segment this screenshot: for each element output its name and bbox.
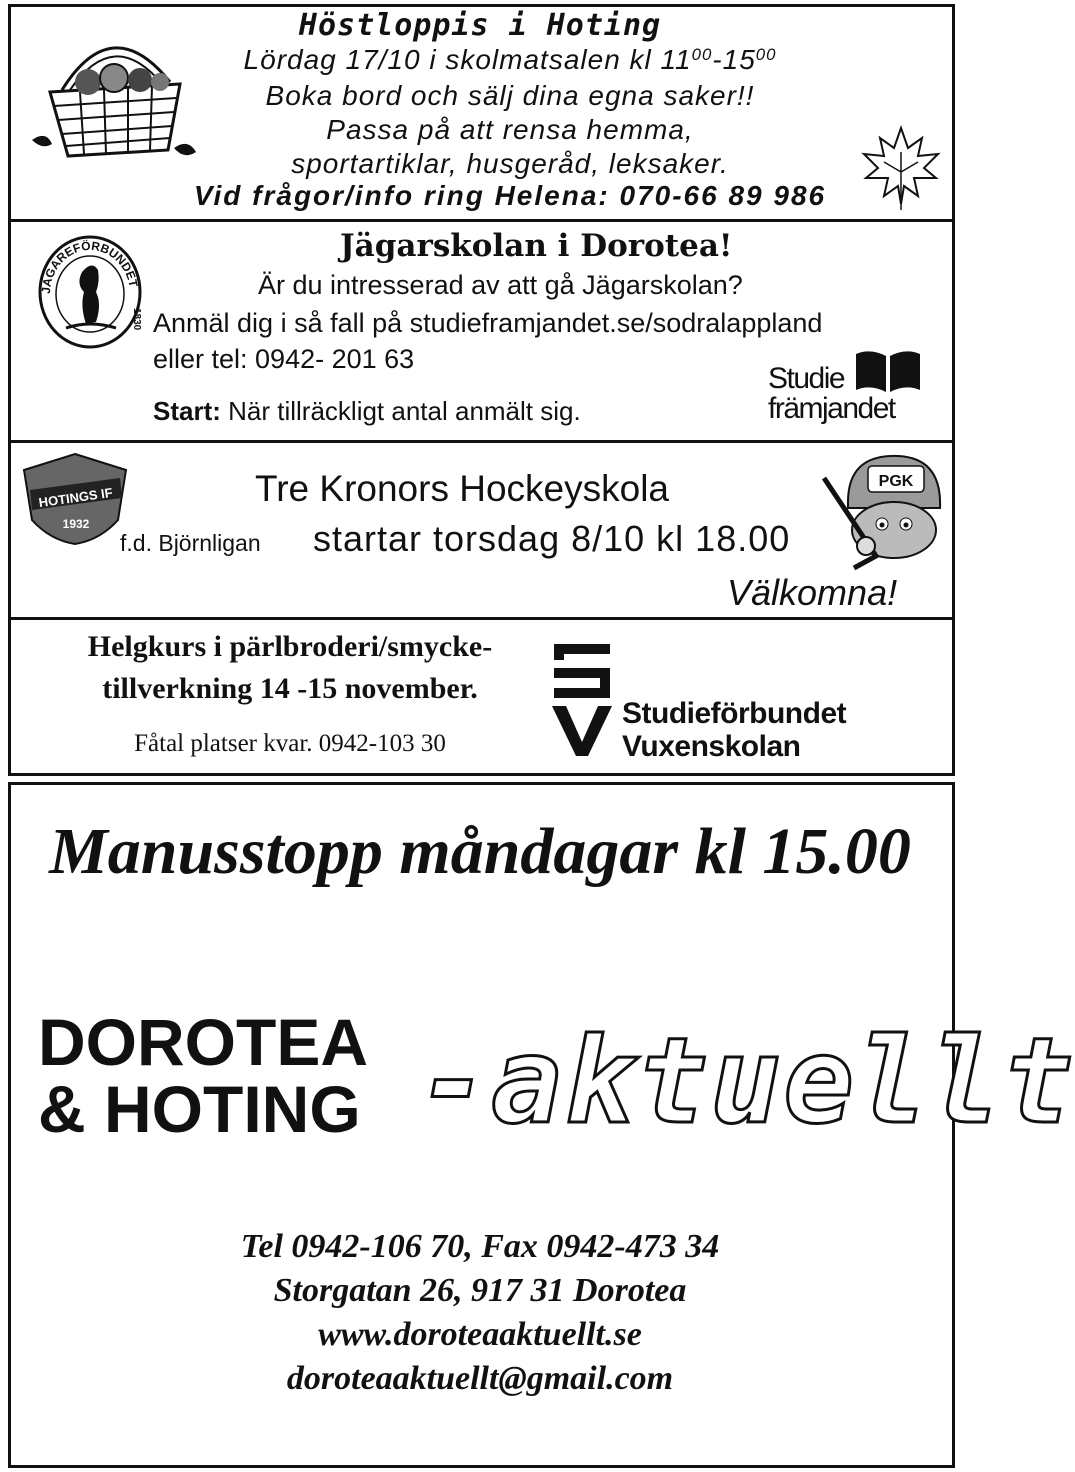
svg-text:HOTINGS IF: HOTINGS IF	[37, 484, 114, 511]
jagarskolan-start: Start: När tillräckligt antal anmält sig.	[153, 396, 581, 426]
divider-2	[8, 440, 955, 443]
loppis-info-line: Vid frågor/info ring Helena: 070-66 89 986	[193, 180, 827, 211]
jagarskolan-question: Är du intresserad av att gå Jägarskolan?	[258, 270, 743, 300]
hockey-title: Tre Kronors Hockeyskola	[255, 468, 669, 509]
loppis-title: Höstloppis i Hoting	[298, 8, 662, 43]
svg-text:1830: 1830	[131, 308, 142, 331]
deadline-notice: Manusstopp måndagar kl 15.00	[49, 815, 911, 888]
jagarskolan-phone: eller tel: 0942- 201 63	[153, 344, 415, 374]
contact-email[interactable]: doroteaaktuellt@gmail.com	[286, 1360, 674, 1397]
svg-text:PGK: PGK	[878, 473, 914, 490]
masthead-dorotea: DOROTEA	[38, 1005, 368, 1079]
hockey-welcome: Välkomna!	[727, 572, 898, 613]
contact-address: Storgatan 26, 917 31 Dorotea	[273, 1272, 687, 1309]
parlbroderi-line-1: Helgkurs i pärlbroderi/smycke-	[87, 630, 493, 663]
studieframjandet-logo: Studie främjandet	[766, 348, 926, 436]
parlbroderi-line-3: Fåtal platser kvar. 0942-103 30	[134, 730, 446, 757]
jagareforbundet-badge	[36, 232, 144, 350]
svg-text:1932: 1932	[62, 517, 90, 531]
books-icon	[854, 348, 922, 394]
vuxenskolan-name: Studieförbundet Vuxenskolan	[622, 697, 847, 763]
divider-1	[8, 219, 955, 222]
jagarskolan-title: Jägarskolan i Dorotea!	[340, 228, 733, 264]
loppis-book-line: Boka bord och sälj dina egna saker!!	[265, 80, 755, 111]
hockey-former-name: f.d. Björnligan	[120, 530, 261, 556]
hockey-mascot-icon	[818, 448, 946, 576]
masthead-hoting: & HOTING	[38, 1072, 361, 1146]
jagarskolan-register: Anmäl dig i så fall på studieframjandet.se/sodralappland	[153, 308, 823, 338]
loppis-date: Lördag 17/10 i skolmatsalen kl $11^{00}-15^{00}$	[243, 44, 777, 75]
masthead-aktuellt: -aktuellt	[418, 1012, 1075, 1150]
contact-phone: Tel 0942-106 70, Fax 0942-473 34	[240, 1228, 720, 1265]
contact-website[interactable]: www.doroteaaktuellt.se	[318, 1316, 642, 1353]
loppis-tidy-line: Passa på att rensa hemma,	[326, 114, 694, 145]
parlbroderi-line-2: tillverkning 14 -15 november.	[102, 672, 478, 705]
divider-3	[8, 617, 955, 620]
hockey-start-time: startar torsdag 8/10 kl 18.00	[313, 518, 791, 559]
loppis-items-line: sportartiklar, husgeråd, leksaker.	[291, 148, 729, 179]
svg-text:JÄGAREFÖRBUNDET: JÄGAREFÖRBUNDET	[38, 238, 141, 295]
hotings-if-badge	[20, 450, 130, 546]
vuxenskolan-logo-mark	[548, 640, 616, 758]
